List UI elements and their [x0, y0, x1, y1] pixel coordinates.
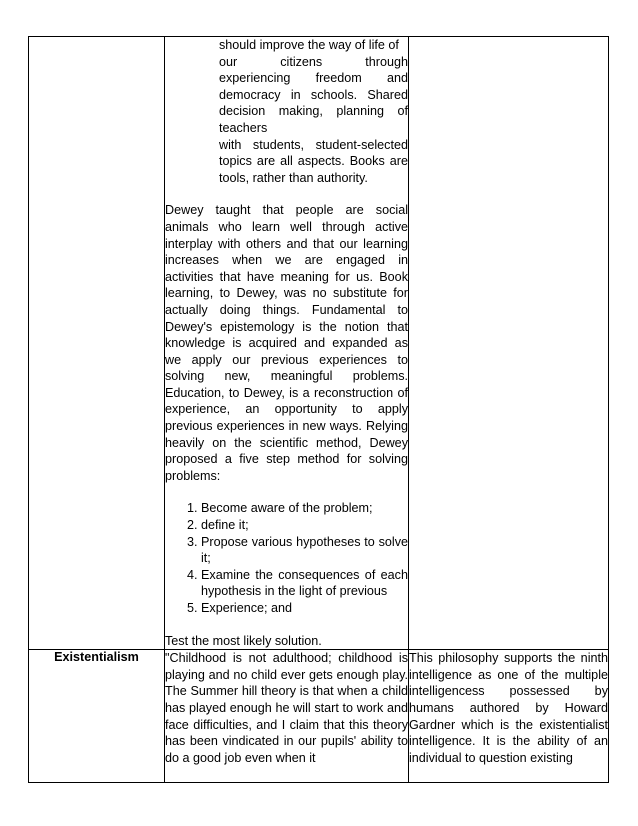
cont-line: topics are all aspects. Books are	[219, 154, 408, 169]
notes-cell-empty	[409, 37, 609, 650]
final-step: Test the most likely solution.	[165, 633, 322, 648]
list-item: 3. Propose various hypotheses to solve it;	[201, 534, 408, 567]
cont-line: decision making, planning of	[219, 104, 408, 119]
cont-line: should improve the way of life of	[219, 38, 399, 52]
steps-list	[165, 500, 408, 616]
continued-text	[165, 37, 408, 186]
list-item: 1. Become aware of the problem;	[201, 500, 408, 517]
label-cell-empty	[29, 37, 165, 650]
table-row	[29, 650, 609, 783]
dewey-paragraph: Dewey taught that people are social animals who learn well through active interplay with others and that our learning increases when we are engaged in activities that have meaning for us. Book learning, to Dewey, was no substitute for actually doing things. Fundamental to Dewey's epistemology is the notion that knowledge is acquired and expanded as we apply our previous experiences to solving new, meaningful problems. Education, to Dewey, is a reconstruction of experience, an opportunity to apply previous experiences in new ways. Relying heavily on the scientific method, Dewey proposed a five step method for solving problems:	[165, 203, 408, 483]
list-item: 2. define it;	[201, 517, 408, 534]
cont-line: experiencing freedom and	[219, 71, 408, 86]
quote-cell	[165, 650, 409, 783]
philosophy-table	[28, 36, 609, 783]
cont-line: teachers	[219, 120, 268, 135]
list-item: 4. Examine the consequences of each hypothesis in the light of previous	[201, 567, 408, 600]
intelligence-note: This philosophy supports the ninth intelligence as one of the multiple intelligencess possessed by humans authored by Howard Gardner which is the existentialist intelligence. It is the ability of an individual to question existing	[409, 651, 608, 765]
philosophy-label: Existentialism	[29, 650, 165, 783]
table-row	[29, 37, 609, 650]
notes-cell	[409, 650, 609, 783]
description-cell	[165, 37, 409, 650]
cont-line: our citizens through	[219, 54, 408, 69]
cont-line: with students, student-selected	[219, 137, 408, 152]
cont-line: tools, rather than authority.	[219, 170, 368, 185]
summerhill-quote: "Childhood is not adulthood; childhood is playing and no child ever gets enough play. The Summer hill theory is that when a child has played enough he will start to work and face difficulties, and I claim that this theory has been vindicated in our pupils' ability to do a good job even when it	[165, 651, 408, 765]
list-item: 5. Experience; and	[201, 600, 408, 617]
cont-line: democracy in schools. Shared	[219, 87, 408, 102]
